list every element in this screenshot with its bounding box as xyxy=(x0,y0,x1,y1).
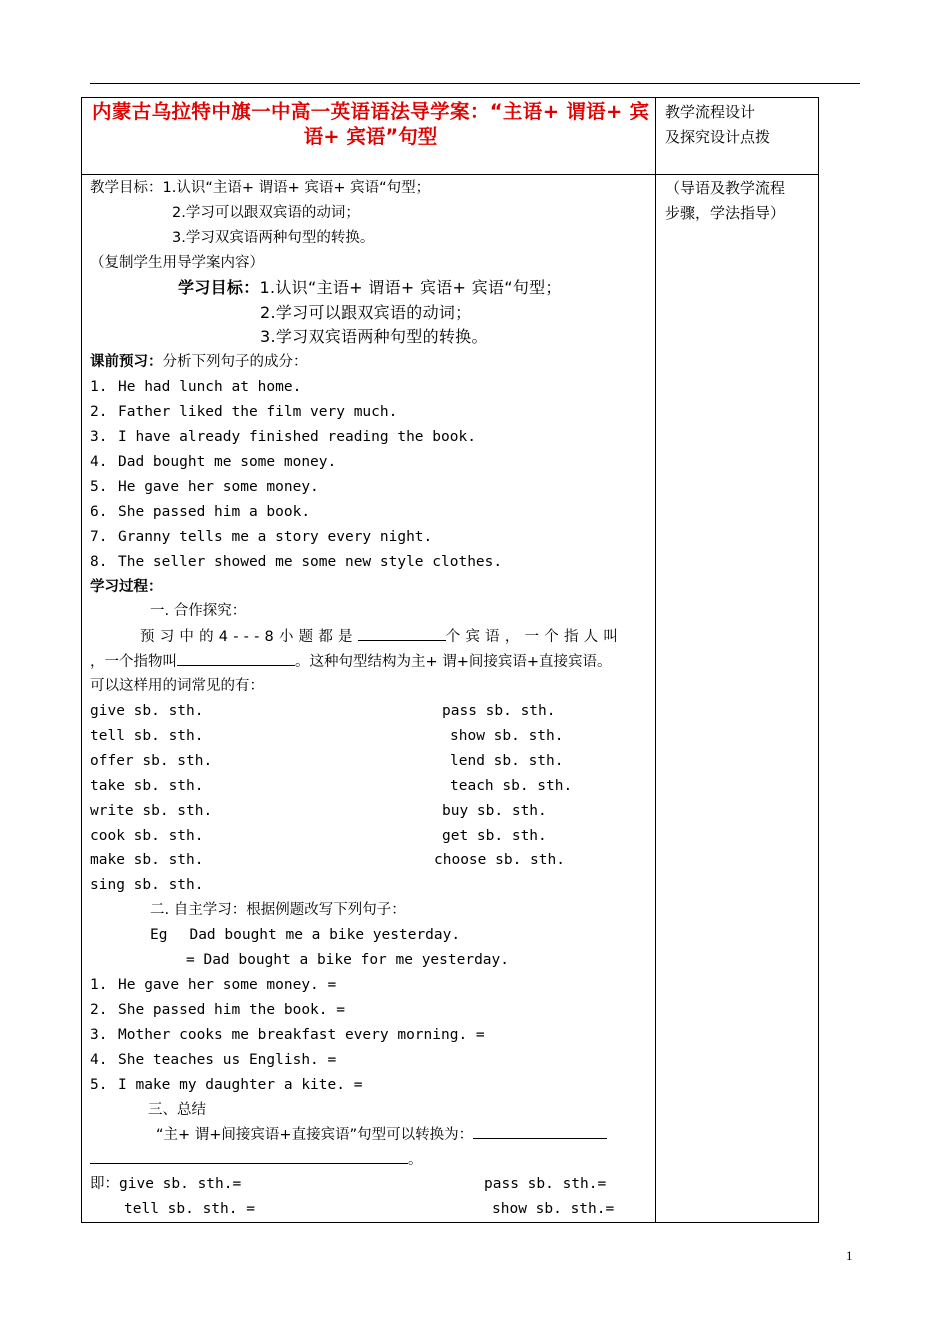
objectives-line-1: 教学目标：1.认识“主语+ 谓语+ 宾语+ 宾语“句型； xyxy=(90,180,431,196)
summary-line: “主+ 谓+间接宾语+直接宾语”句型可以转换为： xyxy=(90,1122,649,1147)
verb-pattern: make sb. sth. xyxy=(90,852,204,869)
student-goal-line-1: 学习目标：1.认识“主语+ 谓语+ 宾语+ 宾语“句型； xyxy=(178,277,562,297)
part2-heading: 二. 自主学习：根据例题改写下列句子： xyxy=(150,902,406,919)
sentence-text: Granny tells me a story every night. xyxy=(118,528,433,545)
preview-sentence xyxy=(90,425,649,450)
exercise-text: She teaches us English. = xyxy=(118,1051,337,1068)
page-title: 内蒙古乌拉特中旗一中高一英语语法导学案：“主语+ 谓语+ 宾语+ 宾语”句型 xyxy=(92,100,649,148)
example-sentence: Eg Dad bought me a bike yesterday. xyxy=(150,927,461,944)
item-number: 4. xyxy=(90,1051,108,1068)
sentence-text: The seller showed me some new style clothes. xyxy=(118,553,503,570)
conversion-left: tell sb. sth. = xyxy=(124,1201,255,1218)
preview-sentence xyxy=(90,450,649,475)
item-number: 3. xyxy=(90,1026,108,1043)
item-number: 2. xyxy=(90,404,108,421)
process-heading: 学习过程： xyxy=(90,578,163,595)
verb-row xyxy=(90,873,649,898)
item-number: 4. xyxy=(90,453,108,470)
sentence-text: I have already finished reading the book. xyxy=(118,429,476,446)
header-rule xyxy=(90,83,860,84)
part1-line-1: 预习中的4---8小题都是 个宾语，一个指人叫 xyxy=(90,624,649,649)
exercise-item xyxy=(90,1073,649,1098)
verb-row xyxy=(90,749,649,774)
verb-pattern: teach sb. sth. xyxy=(450,777,573,794)
right-column-heading: 教学流程设计 及探究设计点拨 xyxy=(665,103,771,146)
verb-row xyxy=(90,799,649,824)
exercise-list xyxy=(90,973,649,1098)
item-number: 1. xyxy=(90,977,108,993)
verb-pattern: give sb. sth. xyxy=(90,703,204,720)
conversion-label: 即： xyxy=(90,1176,119,1193)
item-number: 1. xyxy=(90,379,108,396)
verb-pattern: show sb. sth. xyxy=(450,727,564,744)
preview-sentence xyxy=(90,500,649,525)
guidance-note: （导语及教学流程 步骤，学法指导） xyxy=(665,179,786,222)
exercise-text: Mother cooks me breakfast every morning. = xyxy=(118,1026,485,1043)
verb-row xyxy=(90,774,649,799)
item-number: 7. xyxy=(90,528,108,545)
sentence-text: He had lunch at home. xyxy=(118,379,302,396)
objectives-line-3: 3.学习双宾语两种句型的转换。 xyxy=(172,229,375,246)
verb-pattern: pass sb. sth. xyxy=(442,703,556,720)
answer-blank xyxy=(473,1122,607,1139)
preview-sentence xyxy=(90,375,649,400)
item-number: 8. xyxy=(90,553,108,570)
exercise-text: I make my daughter a kite. = xyxy=(118,1076,363,1093)
verb-row xyxy=(90,724,649,749)
answer-blank xyxy=(90,1147,408,1164)
verb-row xyxy=(90,699,649,724)
preview-sentence xyxy=(90,550,649,575)
right-header-cell xyxy=(656,98,819,175)
page-number: 1 xyxy=(846,1248,853,1263)
preview-heading: 课前预习：分析下列句子的成分： xyxy=(90,354,308,371)
verb-pattern: choose sb. sth. xyxy=(434,852,565,869)
conversion-right: pass sb. sth.= xyxy=(484,1176,607,1193)
part1-line-3: 可以这样用的词常见的有： xyxy=(90,678,264,695)
verb-pattern: offer sb. sth. xyxy=(90,752,213,769)
conversion-right: show sb. sth.= xyxy=(492,1201,615,1218)
verb-pattern: cook sb. sth. xyxy=(90,827,204,844)
exercise-text: He gave her some money. = xyxy=(118,977,337,993)
item-number: 2. xyxy=(90,1001,108,1018)
conversion-list xyxy=(90,1172,649,1222)
student-goal-line-3: 3.学习双宾语两种句型的转换。 xyxy=(260,327,488,347)
answer-blank xyxy=(177,649,295,666)
verb-row xyxy=(90,848,649,873)
part3-heading: 三、总结 xyxy=(148,1101,206,1118)
preview-sentence xyxy=(90,400,649,425)
answer-blank xyxy=(358,624,446,641)
exercise-item xyxy=(90,1048,649,1073)
lesson-table xyxy=(81,97,819,1223)
student-goal-line-2: 2.学习可以跟双宾语的动词； xyxy=(260,302,472,322)
exercise-item xyxy=(90,973,649,998)
item-number: 3. xyxy=(90,429,108,446)
title-cell xyxy=(82,98,656,175)
summary-line-2: 。 xyxy=(90,1147,649,1172)
conversion-row xyxy=(90,1197,649,1222)
sentence-text: She passed him a book. xyxy=(118,503,311,520)
verb-pattern: write sb. sth. xyxy=(90,802,213,819)
part1-heading: 一. 合作探究： xyxy=(150,603,247,620)
preview-sentence-list xyxy=(90,375,649,574)
copy-note: （复制学生用导学案内容） xyxy=(90,254,264,271)
item-number: 6. xyxy=(90,503,108,520)
guidance-cell xyxy=(656,175,819,1223)
part1-line-2: ，一个指物叫 。这种句型结构为主+ 谓+间接宾语+直接宾语。 xyxy=(90,649,649,674)
verb-pattern: buy sb. sth. xyxy=(442,802,547,819)
preview-sentence xyxy=(90,525,649,550)
exercise-item xyxy=(90,998,649,1023)
verb-pattern: get sb. sth. xyxy=(442,827,547,844)
verb-pattern: sing sb. sth. xyxy=(90,877,204,894)
preview-sentence xyxy=(90,475,649,500)
sentence-text: He gave her some money. xyxy=(118,478,319,495)
verb-pattern: lend sb. sth. xyxy=(450,752,564,769)
verb-pattern: tell sb. sth. xyxy=(90,727,204,744)
exercise-item xyxy=(90,1023,649,1048)
exercise-text: She passed him the book. = xyxy=(118,1001,345,1018)
verb-list xyxy=(90,699,649,898)
item-number: 5. xyxy=(90,478,108,495)
sentence-text: Dad bought me some money. xyxy=(118,453,337,470)
conversion-left: give sb. sth.= xyxy=(119,1176,242,1193)
conversion-row xyxy=(90,1172,649,1197)
verb-pattern: take sb. sth. xyxy=(90,777,204,794)
objectives-line-2: 2.学习可以跟双宾语的动词； xyxy=(172,204,360,221)
example-answer: = Dad bought a bike for me yesterday. xyxy=(186,952,510,969)
item-number: 5. xyxy=(90,1076,108,1093)
verb-row xyxy=(90,824,649,849)
content-cell xyxy=(82,175,656,1223)
sentence-text: Father liked the film very much. xyxy=(118,404,398,421)
